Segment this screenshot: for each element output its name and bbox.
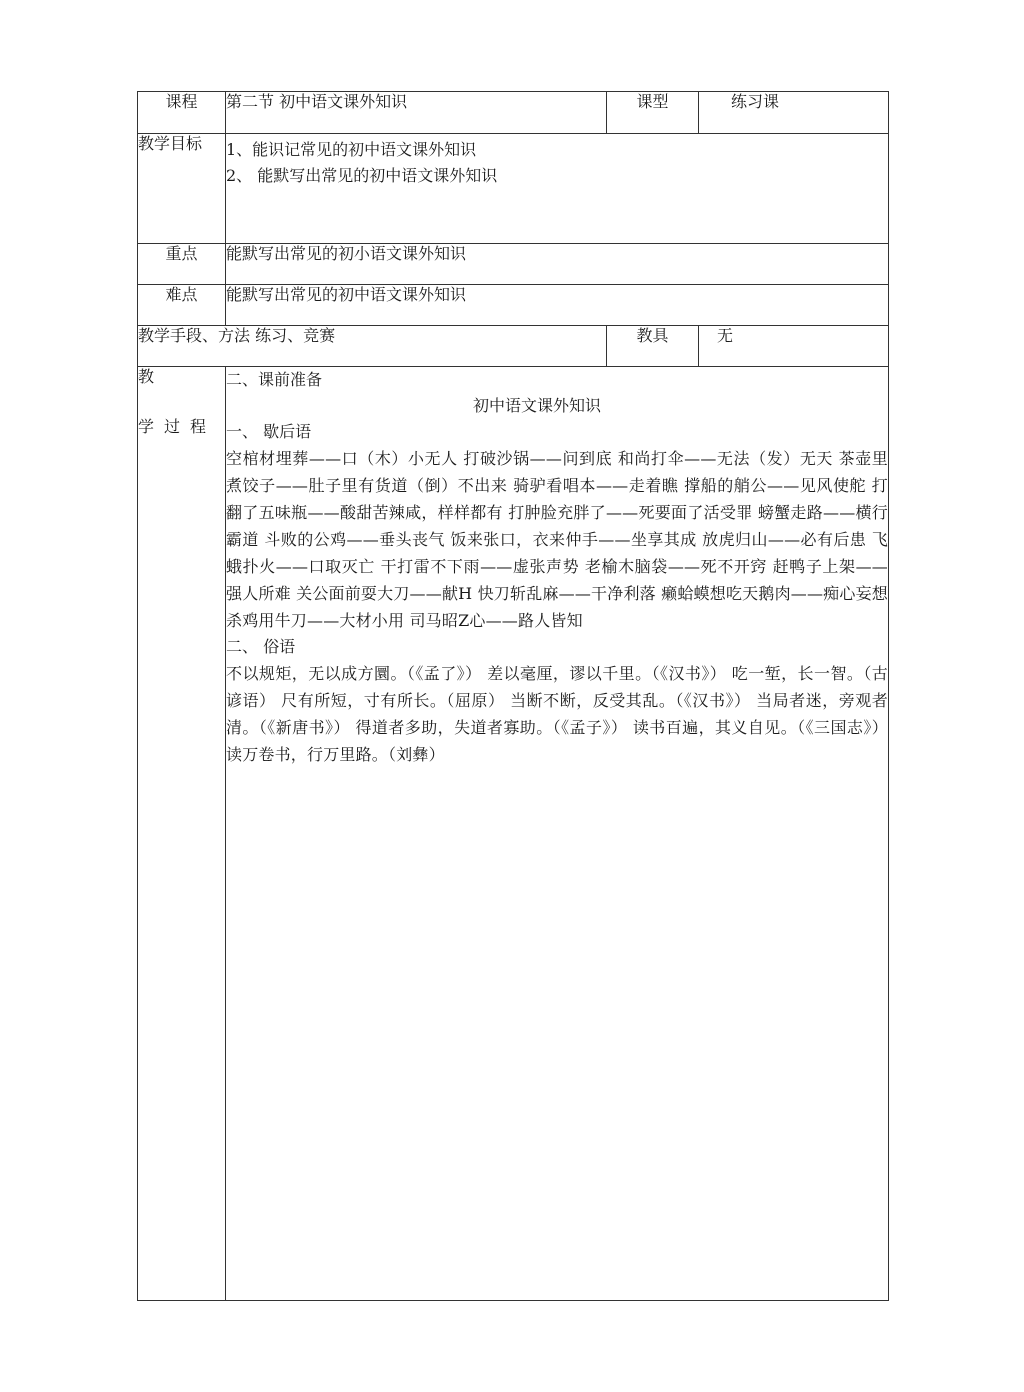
method-row (138, 326, 889, 367)
part2-title: 二、 俗语 (226, 637, 296, 656)
course-value: 第二节 初中语文课外知识 (226, 92, 607, 134)
goal-item-1: 1、能识记常见的初中语文课外知识 (226, 140, 477, 159)
key-value: 能默写出常见的初小语文课外知识 (226, 244, 889, 285)
process-row (138, 367, 889, 1301)
course-label: 课程 (138, 92, 226, 134)
key-label: 重点 (138, 244, 226, 285)
lesson-plan-table (137, 91, 889, 1301)
center-title: 初中语文课外知识 (472, 396, 601, 415)
process-label-line1: 教 (138, 367, 165, 386)
process-content (226, 367, 889, 1301)
difficulty-label: 难点 (138, 285, 226, 326)
part2-text: 不以规矩，无以成方圜。（《孟了》） 差以毫厘，谬以千里。（《汉书》） 吃一堑，长一智。（古谚语） 尺有所短，寸有所长。（屈原） 当断不断，反受其乱。（《汉书》） 当局者迷，旁观者清。（《新唐书》） 得道者多助，失道者寡助。（《孟子》） 读书百遍，其义自见。（《三国志》） 读万卷书，行万里路。（刘彝） (226, 664, 888, 764)
process-label-line2: 学过程 (138, 417, 217, 436)
method-value: 练习、竞赛 (255, 326, 336, 345)
difficulty-value: 能默写出常见的初中语文课外知识 (226, 285, 889, 326)
goals-row (138, 134, 889, 244)
section-title: 二、课前准备 (226, 370, 323, 389)
goals-label: 教学目标 (138, 134, 226, 244)
course-type-value: 练习课 (699, 92, 889, 134)
tools-label: 教具 (607, 326, 699, 367)
course-row (138, 92, 889, 134)
method-label: 教学手段、方法 (138, 326, 251, 345)
goal-item-2: 2、 能默写出常见的初中语文课外知识 (226, 166, 498, 185)
process-label (138, 367, 226, 1301)
key-row (138, 244, 889, 285)
part1-title: 一、 歇后语 (226, 422, 312, 441)
method-cell (138, 326, 607, 367)
part1-text: 空棺材埋葬——口（木）小无人 打破沙锅——问到底 和尚打伞——无法（发）无天 茶壶里煮饺子——肚子里有货道（倒）不出来 骑驴看唱本——走着瞧 撑船的艄公——见风使舵 打翻了五味瓶——酸甜苦辣咸，样样都有 打肿脸充胖了——死要面了活受罪 螃蟹走路——横行霸道 斗败的公鸡——垂头丧气 饭来张口，衣来仲手——坐享其成 放虎归山——必有后患 飞蛾扑火——口取灭亡 干打雷不下雨——虚张声势 老榆木脑袋——死不开窍 赶鸭子上架——强人所难 关公面前耍大刀——献H 快刀斩乱麻——干净利落 癞蛤蟆想吃天鹅肉——痴心妄想 杀鸡用牛刀——大材小用 司马昭Z心——路人皆知 (226, 449, 888, 630)
tools-value: 无 (699, 326, 889, 367)
goals-content (226, 134, 889, 244)
course-type-label: 课型 (607, 92, 699, 134)
difficulty-row (138, 285, 889, 326)
